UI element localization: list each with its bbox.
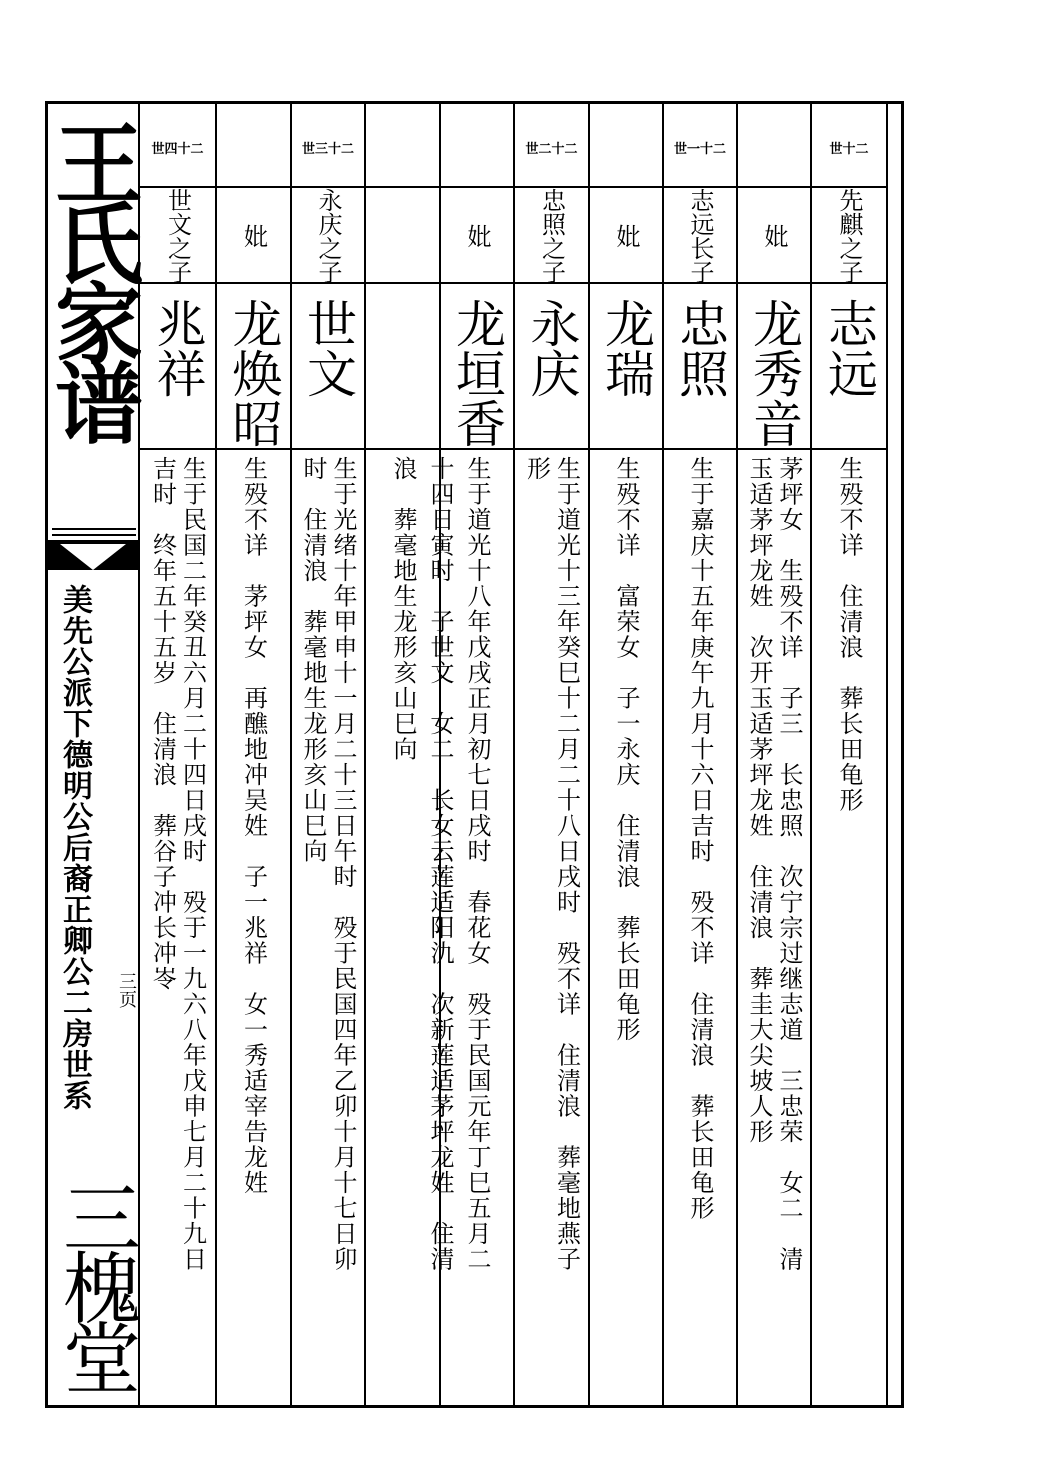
biography: 生殁不详 茅坪女 再醮地冲吴姓 子一兆祥 女一秀适宰告龙姓 — [239, 456, 268, 1196]
relation-label: 妣 — [760, 224, 788, 248]
page-number: 三页 — [116, 972, 137, 1008]
person-name: 永庆 — [522, 298, 581, 398]
person-name: 志远 — [820, 298, 878, 398]
biography-cell — [292, 456, 364, 1402]
biography-cell — [140, 456, 215, 1402]
biography: 生于民国二年癸丑六月二十四日戌时 殁于一九六八年戊申七月二十九日 吉时 终年五十五岁 住清浪 葬谷子冲长冲岺 — [148, 456, 207, 1272]
person-name: 忠照 — [671, 298, 729, 398]
generation-label — [590, 106, 662, 188]
relation-cell — [812, 188, 886, 284]
relation-label: 妣 — [612, 224, 640, 248]
generation-label — [441, 106, 513, 188]
biography: 生于道光十三年癸巳十二月二十八日戌时 殁不详 住清浪 葬毫地燕子 形 — [522, 456, 581, 1272]
branch-lineage: 美先公派下德明公后裔正卿公二房世系 — [57, 584, 92, 1111]
person-name: 龙垣香 — [448, 298, 506, 448]
biography: 生于光绪十年甲申十一月二十三日午时 殁于民国四年乙卯十月十七日卯 时 住清浪 葬毫地生龙形亥山巳向 — [299, 456, 357, 1272]
spine — [41, 104, 145, 1405]
relation-label: 志远长子 — [686, 188, 714, 284]
relation-label: 忠照之子 — [537, 188, 566, 284]
name-cell — [515, 284, 588, 450]
relation-cell — [590, 188, 662, 284]
biography-cell — [664, 456, 736, 1402]
relation-cell — [217, 188, 290, 284]
generation-label: 世二十二 — [525, 141, 578, 157]
grid-line — [886, 104, 888, 1405]
biography-cell — [738, 456, 810, 1402]
genealogy-title: 王氏家谱 — [41, 118, 145, 438]
biography-cell — [515, 456, 588, 1402]
biography: 生殁不详 住清浪 葬长田龟形 — [835, 456, 863, 813]
generation-label — [217, 106, 290, 188]
relation-cell — [140, 188, 215, 284]
person-name: 龙瑞 — [597, 298, 655, 398]
relation-label: 世文之子 — [163, 188, 192, 284]
biography-cell — [217, 456, 290, 1402]
hall-name: 三槐堂 — [50, 1178, 140, 1388]
person-name: 世文 — [299, 298, 357, 398]
relation-cell — [515, 188, 588, 284]
generation-label: 世十二 — [829, 141, 869, 157]
biography: 生殁不详 富荣女 子一永庆 住清浪 葬长田龟形 — [612, 456, 640, 1043]
relation-cell — [664, 188, 736, 284]
generation-label: 世四十二 — [151, 141, 204, 157]
biography-cell — [590, 456, 662, 1402]
generation-label: 世一十二 — [673, 141, 726, 157]
name-cell — [812, 284, 886, 450]
relation-label: 妣 — [463, 224, 491, 248]
relation-cell — [738, 188, 810, 284]
person-name: 龙秀音 — [745, 298, 803, 448]
generation-label: 世三十二 — [301, 141, 354, 157]
relation-label: 先麒之子 — [835, 188, 863, 284]
relation-cell — [441, 188, 513, 284]
biography: 茅坪女 生殁不详 子三 长忠照 次宁宗过继志道 三忠荣 女二 清 玉适茅坪龙姓 次开玉适茅坪龙姓 住清浪 葬圭大尖坡人形 — [745, 456, 803, 1272]
biography: 生于嘉庆十五年庚午九月十六日吉时 殁不详 住清浪 葬长田龟形 — [686, 456, 714, 1221]
generation-label — [738, 106, 810, 188]
name-cell — [292, 284, 364, 450]
relation-label: 妣 — [239, 224, 268, 248]
relation-label: 永庆之子 — [314, 188, 342, 284]
name-cell — [590, 284, 662, 450]
biography: 生于道光十八年戊戌正月初七日戌时 春花女 殁于民国元年丁巳五月二 十四日寅时 子世文 女二 长女云莲适阳氿 次新莲适茅坪龙姓 住清 浪 葬毫地生龙形亥山巳向 — [389, 456, 491, 1272]
person-name: 龙焕昭 — [224, 298, 283, 448]
name-cell — [441, 284, 513, 450]
biography-cell — [812, 456, 886, 1402]
title-rule-top — [52, 528, 136, 530]
name-cell — [738, 284, 810, 450]
person-name: 兆祥 — [148, 298, 207, 398]
name-cell — [664, 284, 736, 450]
fishtail-icon — [60, 544, 126, 570]
biography-cell — [366, 456, 513, 1402]
relation-cell — [292, 188, 364, 284]
name-cell — [140, 284, 215, 450]
name-cell — [217, 284, 290, 450]
title-rule-bottom — [52, 534, 136, 536]
